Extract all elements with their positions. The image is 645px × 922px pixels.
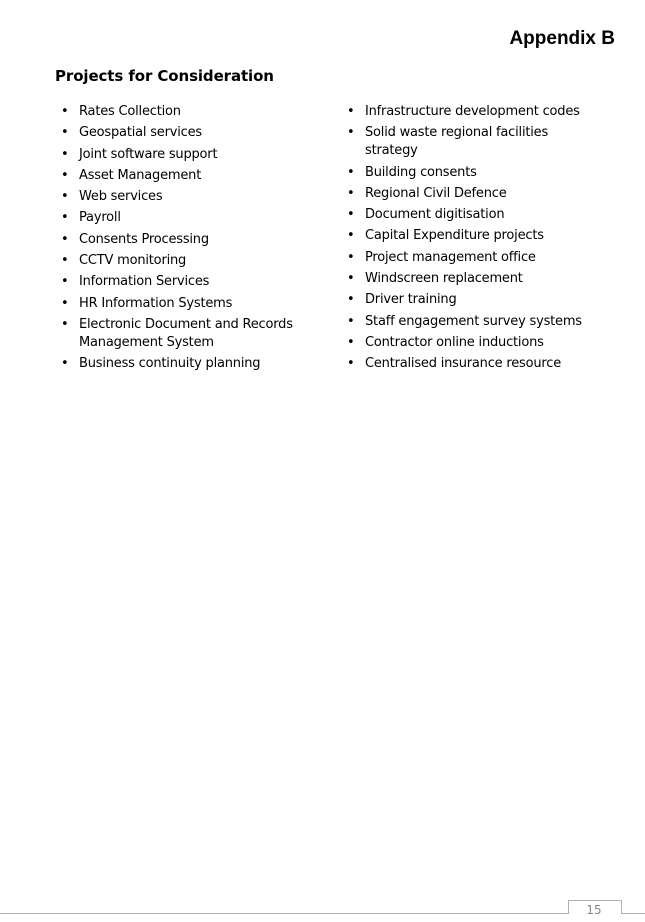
page-number: 15 xyxy=(586,903,602,917)
list-item: • Driver training xyxy=(345,291,585,309)
list-item: • Project management office xyxy=(345,249,585,267)
list-item: • Information Services xyxy=(59,273,314,291)
list-item: • Solid waste regional facilities strategy xyxy=(345,124,585,160)
projects-list-right xyxy=(345,103,585,377)
list-item: • Joint software support xyxy=(59,146,314,164)
list-item: • Electronic Document and Records Management System xyxy=(59,316,314,352)
list-item: • Asset Management xyxy=(59,167,314,185)
list-item: • Centralised insurance resource xyxy=(345,355,585,373)
projects-list-left xyxy=(59,103,314,377)
list-item: • Document digitisation xyxy=(345,206,585,224)
list-item: • HR Information Systems xyxy=(59,295,314,313)
list-item: • CCTV monitoring xyxy=(59,252,314,270)
list-item: • Staff engagement survey systems xyxy=(345,313,585,331)
list-item: • Windscreen replacement xyxy=(345,270,585,288)
section-heading: Projects for Consideration xyxy=(55,67,274,85)
list-item: • Payroll xyxy=(59,209,314,227)
list-item: • Infrastructure development codes xyxy=(345,103,585,121)
list-item: • Contractor online inductions xyxy=(345,334,585,352)
list-item: • Building consents xyxy=(345,164,585,182)
list-item: • Geospatial services xyxy=(59,124,314,142)
list-item: • Regional Civil Defence xyxy=(345,185,585,203)
list-item: • Web services xyxy=(59,188,314,206)
list-item: • Business continuity planning xyxy=(59,355,314,373)
list-item: • Rates Collection xyxy=(59,103,314,121)
list-item: • Capital Expenditure projects xyxy=(345,227,585,245)
appendix-title: Appendix B xyxy=(509,28,615,49)
footer-divider xyxy=(0,913,645,914)
list-item: • Consents Processing xyxy=(59,231,314,249)
